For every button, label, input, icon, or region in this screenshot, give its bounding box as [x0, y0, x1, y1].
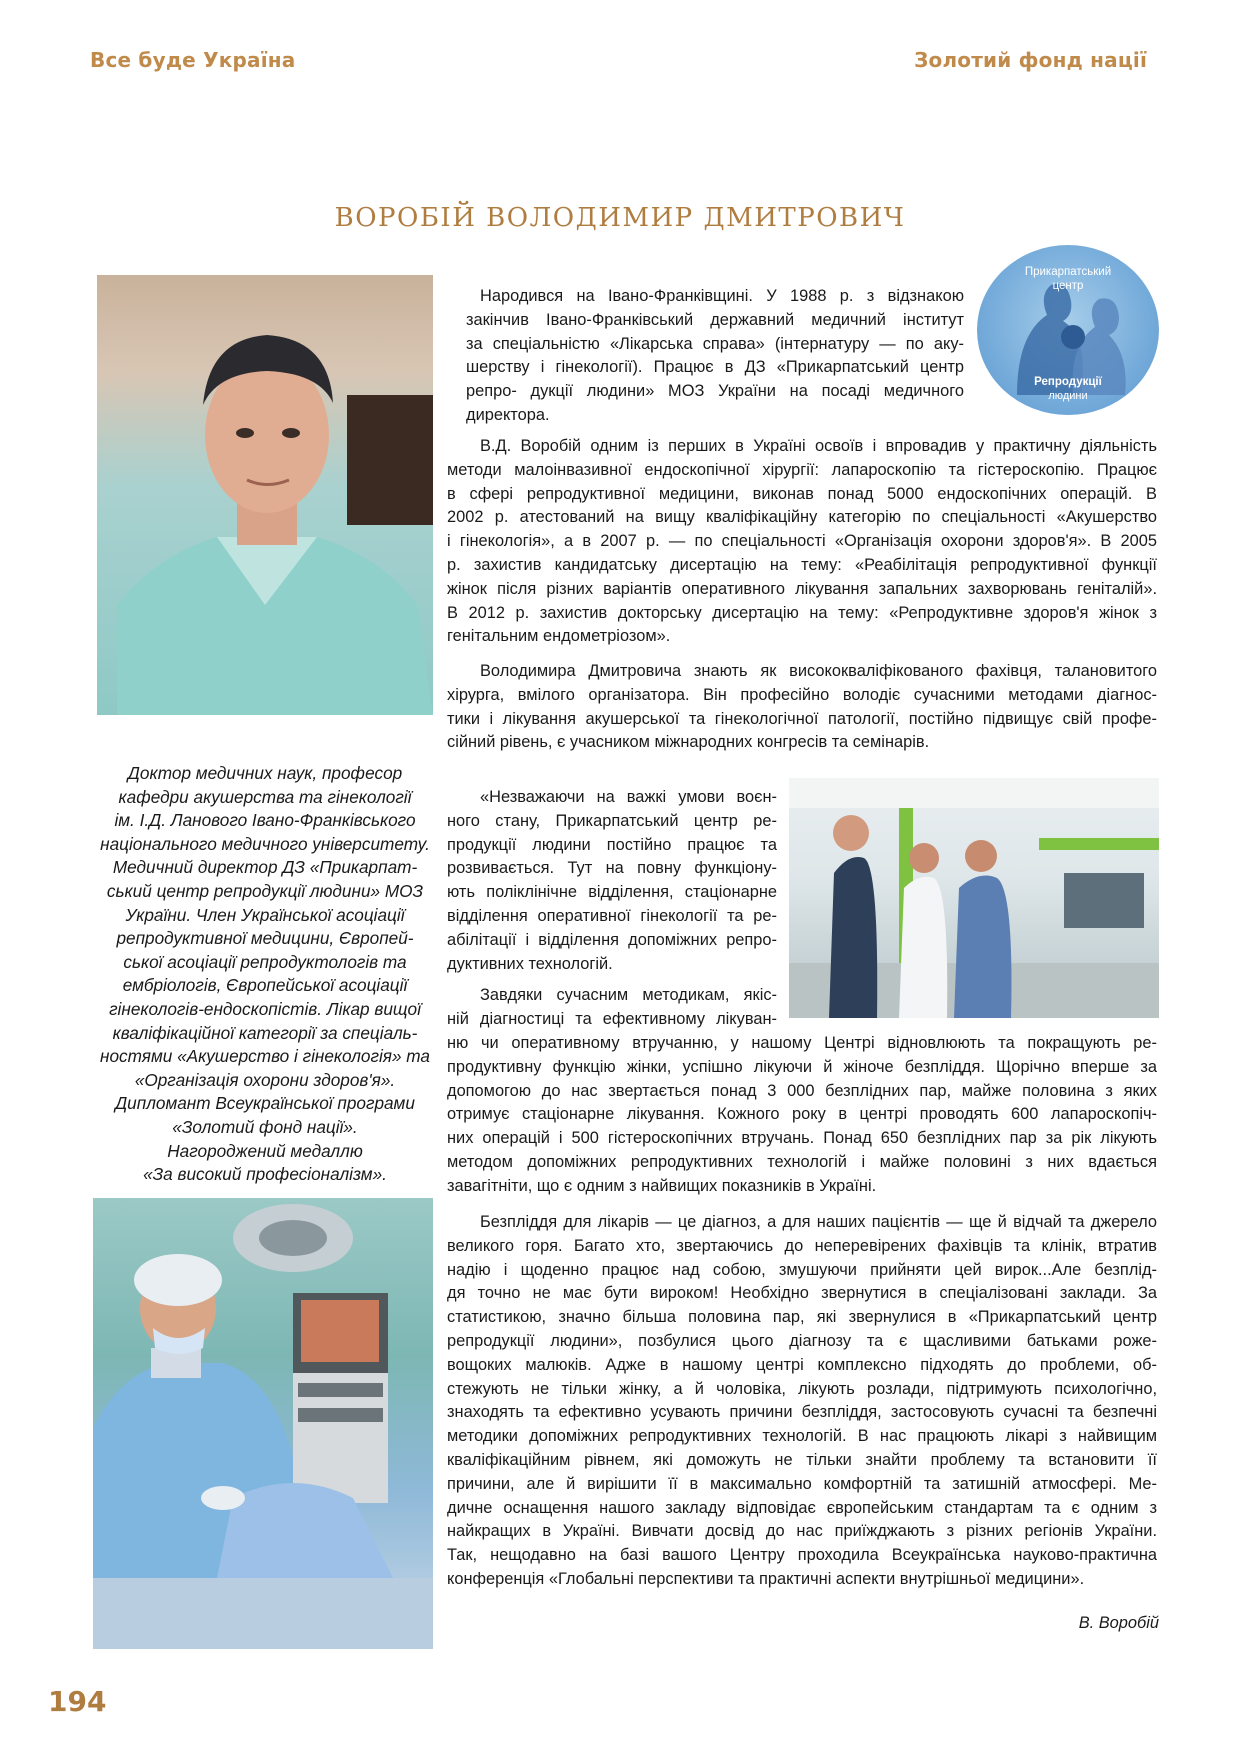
caption-line: Нагороджений медаллю — [167, 1140, 363, 1161]
text-line: Володимира Дмитровича знають як висококваліфікованого фахівця, талановитого — [480, 662, 1157, 680]
text-line: закінчив Івано-Франківський державний медичний інститут — [466, 310, 964, 329]
running-header-left: Все буде Україна — [90, 48, 296, 72]
caption-line: репродуктивної медицини, Європей- — [116, 928, 414, 949]
caption-line: гінекологів-ендоскопістів. Лікар вищої — [109, 998, 421, 1019]
text-line: надію і щоденно працює над собою, змушуючи прийняти цей вирок...Але безплід- — [447, 1260, 1157, 1279]
text-line: генітальним ендометріозом». — [447, 627, 671, 646]
running-header-right: Золотий фонд нації — [914, 48, 1147, 72]
text-line: 2002 р. атестований на вищу кваліфікаційну категорію по спеціальності «Акушерство — [447, 508, 1157, 527]
text-line: вощоких малюків. Адже в нашому центрі комплексно підходять до проблеми, об- — [447, 1355, 1157, 1374]
text-line: хірурга, вмілого організатора. Він професійно володіє сучасними методами діагнос- — [447, 685, 1157, 704]
intro-paragraph — [466, 285, 964, 428]
caption-line: «Золотий фонд нації». — [172, 1116, 358, 1137]
caption-line: ембріологів, Європейської асоціації — [122, 975, 408, 996]
text-line: за спеціальністю «Лікарська справа» (інтернатуру — по аку- — [466, 334, 964, 353]
surgery-photo — [93, 1198, 433, 1649]
caption-line: ський центр репродукції людини» МОЗ — [106, 880, 424, 901]
caption-line: ської асоціації репродуктологів та — [123, 951, 407, 972]
methods-paragraph — [447, 1032, 1157, 1199]
infertility-paragraph — [447, 1211, 1157, 1592]
text-line: «Незважаючи на важкі умови воєн- — [480, 788, 777, 806]
text-line: сійний рівень, є учасником міжнародних конгресів та семінарів. — [447, 733, 930, 752]
text-line: абілітації і відділення допоміжних репро- — [447, 930, 777, 949]
text-line: великого горя. Багато хто, звертаючись до неперевірених фахівців та клінік, втратив — [447, 1236, 1157, 1255]
text-line: ній діагностиці та ефективному лікуван- — [447, 1009, 777, 1028]
text-line: отримує стаціонарне лікування. Кожного року в центрі проводять 600 лапароскопіч- — [447, 1105, 1157, 1124]
caption-line: ім. І.Д. Ланового Івано-Франківського — [114, 810, 416, 831]
text-line: відділення оперативної гінекології та ре- — [447, 906, 777, 925]
caption-line: національного медичного університету. — [100, 833, 430, 854]
text-line: ню чи оперативному втручанню, у нашому Центрі відновлюють та покращують ре- — [447, 1034, 1157, 1052]
text-line: розвивається. Тут на повну функціону- — [447, 859, 777, 878]
caption-line: Дипломант Всеукраїнської програми — [115, 1093, 415, 1114]
text-line: них операцій і 500 гістероскопічних втручань. Понад 650 безплідних пар за рік лікують — [447, 1129, 1157, 1148]
text-line: методом допоміжних репродуктивних технологій і майже половині з них вдається — [447, 1152, 1157, 1171]
text-line: Народився на Івано-Франківщині. У 1988 р. з відзнакою — [480, 287, 964, 305]
bio-caption — [93, 762, 437, 1187]
text-line: директора. — [466, 405, 550, 424]
text-line: методики допоміжних репродуктивних технологій. В нас працюють лікарі з найвищим — [447, 1427, 1157, 1446]
text-line: причини, але й вирішити її в максимально комфортній та затишній атмосфері. Ме- — [447, 1474, 1157, 1493]
caption-line: «За високий професіоналізм». — [143, 1164, 387, 1185]
text-line: дуктивних технологій. — [447, 954, 613, 973]
career-paragraph — [447, 435, 1157, 649]
clinic-meeting-photo — [789, 778, 1159, 1018]
caption-line: «Організація охорони здоров'я». — [134, 1069, 396, 1090]
text-line: тики і лікування акушерської та гінекологічної патології, постійно підвищує свій профе- — [447, 709, 1157, 728]
text-line: стежують не тільки жінку, а й чоловіка, лікують розлади, підтримують психологічно, — [447, 1379, 1157, 1398]
text-line: В 2012 р. захистив докторську дисертацію на тему: «Репродуктивне здоров'я жінок з — [447, 603, 1157, 622]
text-line: і гінекологія», а в 2007 р. — по спеціальності «Організація охорони здоров'я». В 2005 — [447, 532, 1157, 551]
logo-text-line1: Прикарпатський — [1024, 266, 1112, 278]
text-line: в сфері репродуктивної медицини, виконав понад 5000 ендоскопічних операцій. В — [447, 484, 1157, 503]
caption-line: кваліфікаційної категорії за спеціаль- — [112, 1022, 418, 1043]
text-line: продукції людини постійно працює та — [447, 835, 777, 854]
article-title: ВОРОБІЙ ВОЛОДИМИР ДМИТРОВИЧ — [334, 203, 906, 233]
text-line: ють поліклінічне відділення, стаціонарне — [447, 883, 777, 902]
caption-line: кафедри акушерства та гінекології — [118, 786, 412, 807]
author-signature: В. Воробій — [1078, 1614, 1159, 1632]
text-line: В.Д. Воробій одним із перших в Україні освоїв і впровадив у практичну діяльність — [480, 437, 1157, 455]
caption-line: ностями «Акушерство і гінекологія» та — [100, 1046, 430, 1067]
caption-line: України. Член Української асоціації — [125, 904, 405, 925]
text-line: кваліфікаційним рівнем, які доможуть не тільки знайти проблему та встановити її — [447, 1450, 1157, 1469]
caption-line: Доктор медичних наук, професор — [127, 763, 403, 783]
text-line: репродукції людини», позбулися цього діагнозу та є щасливими батьками роже- — [447, 1331, 1157, 1350]
text-line: продуктивну функцію жінки, успішно лікуючи й жіноче безпліддя. Щорічно вперше за — [447, 1057, 1157, 1076]
text-line: дичне оснащення нашого закладу відповідає європейським стандартам та є одним з — [447, 1498, 1157, 1517]
text-line: конференція «Глобальні перспективи та практичні аспекти внутрішньої медицини». — [447, 1569, 1085, 1588]
caption-line: Медичний директор ДЗ «Прикарпат- — [112, 857, 418, 878]
text-line: Так, нещодавно на базі вашого Центру проходила Всеукраїнська науково-практична — [447, 1546, 1157, 1565]
quote-paragraph — [447, 786, 777, 976]
portrait-photo — [97, 275, 433, 715]
reputation-paragraph — [447, 660, 1157, 755]
center-logo — [977, 245, 1159, 415]
methods-paragraph-start — [447, 984, 777, 1032]
text-line: жінок після різних варіантів оперативного лікування запальних захворювань геніталій». — [447, 579, 1157, 598]
text-line: допомогою до нас звертається понад 3 000 безплідних пар, майже половина з яких — [447, 1081, 1157, 1100]
text-line: шерству і гінекології). Працює в ДЗ «Прикарпатський центр — [466, 358, 964, 377]
text-line: Безпліддя для лікарів — це діагноз, а для наших пацієнтів — ще й відчай та джерело — [480, 1213, 1157, 1231]
text-line: Завдяки сучасним методикам, якіс- — [480, 986, 777, 1004]
logo-text-line2: центр — [1052, 280, 1084, 292]
page-number: 194 — [48, 1685, 107, 1718]
text-line: найкращих в Україні. Вивчати досвід до нас приїжджають з різних регіонів України. — [447, 1522, 1157, 1541]
text-line: репро- дукції людини» МОЗ України на посаді медичного — [466, 382, 964, 401]
text-line: статистикою, значно більша половина пар, які звернулися в «Прикарпатський центр — [447, 1308, 1157, 1327]
text-line: методи малоінвазивної ендоскопічної хірургії: лапароскопію та гістероскопію. Працює — [447, 460, 1157, 479]
logo-text-line3: Репродукції — [1034, 376, 1102, 388]
logo-text-line4: людини — [1048, 390, 1088, 402]
text-line: ного стану, Прикарпатський центр ре- — [447, 811, 777, 830]
text-line: дя точно не має бути вироком! Необхідно звернутися в спеціалізовані заклади. За — [447, 1284, 1157, 1303]
text-line: р. захистив кандидатську дисертацію на тему: «Реабілітація репродуктивної функції — [447, 555, 1157, 574]
text-line: завагітніти, що є одним з найвищих показників в Україні. — [447, 1176, 877, 1195]
text-line: знаходять та ефективно усувають причини безпліддя, застосовують сучасні та безпечні — [447, 1403, 1157, 1422]
